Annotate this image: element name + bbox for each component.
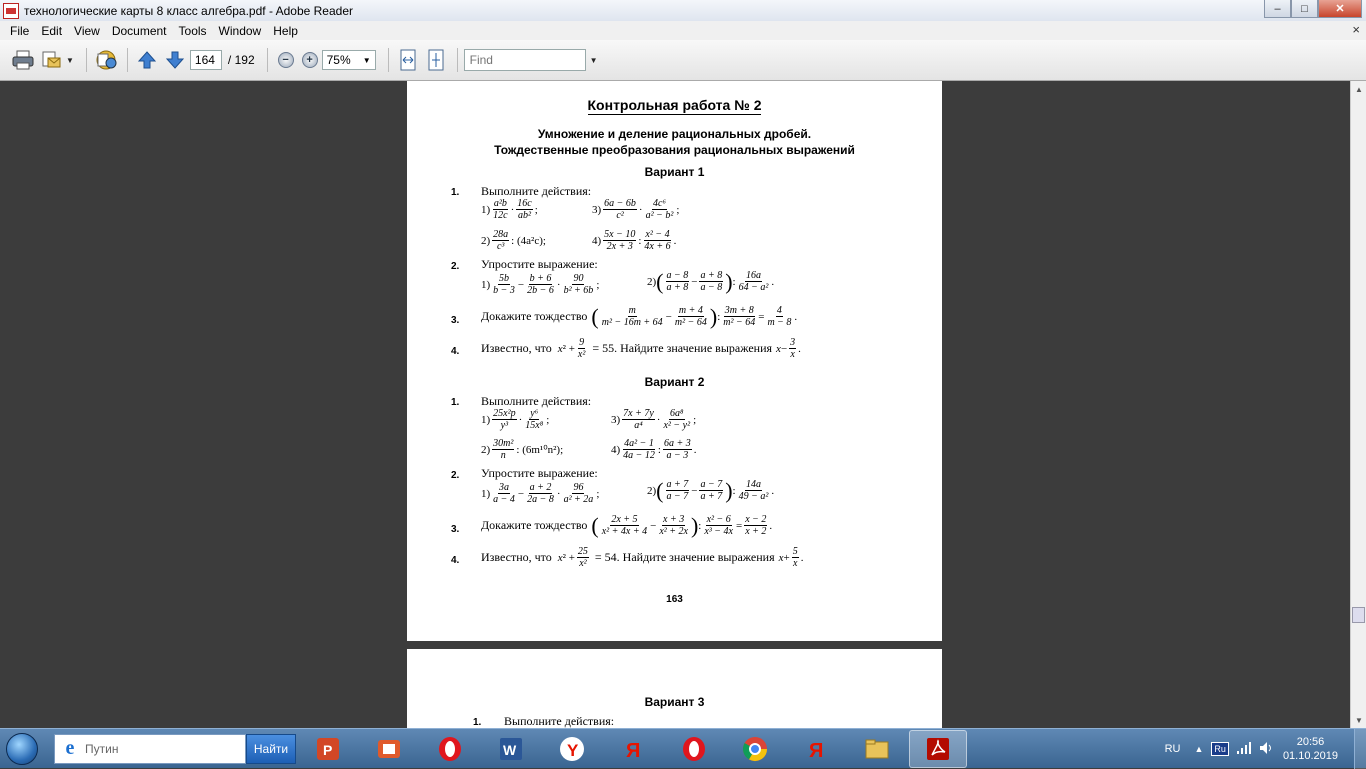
opera-icon[interactable] (421, 730, 479, 768)
math-expression: 2) ( $\frac{a + 7}{a - 7}$ − $\frac{a - 7}{a + 7}$ ) : $\frac{14a}{\text{49 − a²}}$ . (647, 477, 775, 503)
topic-line-2: Тождественные преобразования рациональных выражений (494, 143, 855, 157)
math-expression: 1) $\frac{\text{25x²p}}{\text{y³}}$ · $\frac{\text{y⁶}}{\text{15x⁸}}$ ; (481, 408, 550, 431)
pdf-page-163 (407, 81, 942, 641)
clock-time: 20:56 (1296, 736, 1325, 748)
email-dropdown-icon[interactable]: ▼ (66, 55, 74, 65)
fit-width-icon[interactable] (395, 47, 421, 73)
system-tray (1165, 729, 1366, 769)
menu-document[interactable]: Document (111, 23, 167, 38)
show-desktop-button[interactable] (1354, 729, 1366, 769)
minimize-button[interactable]: – (1264, 0, 1291, 18)
task-text: = 54. Найдите значение выражения (594, 550, 775, 564)
zoom-value: 75% (326, 53, 351, 67)
fraction: $\frac{7x + 7y}{\text{a⁴}}$ (623, 408, 654, 431)
task-text: = 55. Найдите значение выражения (592, 341, 773, 355)
fraction: $\frac{m + 4}{\text{m² − 64}}$ (674, 305, 707, 328)
task-text: Докажите тождество (481, 518, 588, 532)
math-expression: 3) $\frac{7x + 7y}{\text{a⁴}}$ · $\frac{\text{6a⁸}}{\text{x² − y²}}$ ; (611, 408, 697, 431)
task-number: 4. (451, 555, 460, 566)
fraction: $\frac{\text{x² − 4}}{4x + 6}$ (644, 229, 671, 252)
toolbar (0, 40, 1366, 81)
task-text: Упростите выражение: (481, 257, 598, 271)
svg-text:Я: Я (626, 739, 641, 762)
math-expression: 4) $\frac{\text{4a² − 1}}{4a - 12}$ : $\frac{6a + 3}{a - 3}$ . (611, 438, 697, 461)
adobe-reader-icon (3, 3, 19, 19)
clock[interactable] (1283, 735, 1338, 763)
item-label: 1) (481, 203, 491, 216)
toolbar-separator (86, 48, 87, 72)
math-expression: Известно, что x ² + $\frac{25}{\text{x²}}$ = 54. Найдите значение выражения x + $\frac{5}{x}$ . (481, 546, 804, 569)
powerpoint-icon[interactable] (299, 730, 357, 768)
fraction: $\frac{x + 3}{\text{x² + 2x}}$ (659, 514, 688, 537)
fraction: $\frac{14a}{\text{49 − a²}}$ (738, 479, 769, 502)
adobe-reader-taskbar-icon[interactable] (909, 730, 967, 768)
math-expression: 1) $\frac{\text{a²b}}{12c}$ · $\frac{16c}{\text{ab²}}$ ; (481, 198, 538, 221)
fraction: $\frac{\text{4a² − 1}}{4a - 12}$ (623, 438, 655, 461)
yandex-icon[interactable] (543, 730, 601, 768)
task-number: 1. (473, 717, 482, 728)
task-text: Выполните действия: (504, 714, 615, 728)
svg-text:Я: Я (809, 739, 824, 762)
find-dropdown-icon[interactable]: ▼ (589, 55, 598, 65)
task-text: Упростите выражение: (481, 466, 598, 480)
task-number: 2. (451, 470, 460, 481)
svg-text:Y: Y (567, 740, 579, 760)
yandex-browser-icon[interactable] (604, 730, 662, 768)
taskbar-search[interactable] (54, 734, 246, 764)
document-close-button[interactable]: × (1352, 22, 1360, 37)
task-number: 3. (451, 524, 460, 535)
close-button[interactable]: ✕ (1318, 0, 1362, 18)
fit-page-icon[interactable] (423, 47, 449, 73)
scroll-thumb[interactable] (1352, 607, 1365, 623)
menu-help[interactable]: Help (273, 23, 298, 38)
scroll-down-icon[interactable]: ▼ (1355, 715, 1363, 725)
presentation-app-icon[interactable] (360, 730, 418, 768)
fraction: $\frac{a + 8}{a - 8}$ (700, 270, 723, 293)
math-expression: 1) $\frac{3a}{a - 4}$ − $\frac{a + 2}{2a - 8}$ · $\frac{96}{\text{a² + 2a}}$ ; (481, 482, 600, 505)
fraction: $\frac{3a}{a - 4}$ (493, 482, 515, 505)
task-number: 1. (451, 397, 460, 408)
search-button[interactable]: Найти (246, 734, 296, 764)
next-page-icon[interactable] (162, 47, 188, 73)
fraction: $\frac{25}{\text{x²}}$ (577, 546, 588, 569)
show-hidden-icons-icon[interactable]: ▲ (1194, 744, 1204, 754)
fraction: $\frac{5b}{b - 3}$ (493, 273, 515, 296)
math-expression: 4) $\frac{5x - 10}{2x + 3}$ : $\frac{\text{x² − 4}}{4x + 6}$ . (592, 229, 677, 252)
svg-text:W: W (503, 741, 517, 758)
math-expression: 2) $\frac{28a}{\text{c³}}$ : (4a²c); (481, 229, 546, 252)
task-number: 4. (451, 346, 460, 357)
math-expression: 1) $\frac{5b}{b - 3}$ − $\frac{b + 6}{2b - 6}$ · $\frac{90}{\text{b² + 6b}}$ ; (481, 273, 600, 296)
chrome-icon[interactable] (726, 730, 784, 768)
scroll-up-icon[interactable]: ▲ (1355, 84, 1363, 94)
item-label: 2) (647, 275, 657, 288)
file-explorer-icon[interactable] (848, 730, 906, 768)
fraction: $\frac{a - 8}{a + 8}$ (666, 270, 689, 293)
print-icon[interactable] (10, 47, 36, 73)
toolbar-separator (388, 48, 389, 72)
language-indicator[interactable]: RU (1164, 743, 1181, 755)
fraction: $\frac{a - 7}{a + 7}$ (700, 479, 723, 502)
window-controls (1264, 0, 1362, 18)
math-expression: Докажите тождество ( $\frac{m}{\text{m² − 16m + 64}}$ − $\frac{m + 4}{\text{m² − 64}}$ ) : $\frac{3m + 8}{\text{m² − 64}}$ = $\frac{4}{m - 8}$ . (481, 303, 798, 329)
fraction: $\frac{5x - 10}{2x + 3}$ (604, 229, 636, 252)
word-icon[interactable] (482, 730, 540, 768)
network-icon[interactable] (1237, 742, 1251, 757)
item-label: 2) (481, 443, 491, 456)
collaborate-icon[interactable] (93, 47, 119, 73)
internet-explorer-icon: e (65, 737, 75, 759)
document-viewer[interactable] (0, 81, 1350, 728)
task-text: Известно, что (481, 550, 552, 564)
variant-3-heading: Вариант 3 (644, 695, 705, 709)
menu-tools[interactable]: Tools (178, 23, 207, 38)
task-number: 3. (451, 315, 460, 326)
fraction: $\frac{a + 7}{a - 7}$ (666, 479, 689, 502)
volume-icon[interactable] (1259, 741, 1275, 758)
fraction: $\frac{\text{y⁶}}{\text{15x⁸}}$ (525, 408, 544, 431)
vertical-scrollbar[interactable] (1350, 81, 1366, 728)
math-expression: 3) $\frac{6a - 6b}{\text{c²}}$ · $\frac{\text{4c⁶}}{\text{a² − b²}}$ ; (592, 198, 680, 221)
windows-logo-icon (6, 733, 38, 765)
page-heading: Контрольная работа № 2 (587, 97, 762, 113)
task-number: 2. (451, 261, 460, 272)
fraction: $\frac{96}{\text{a² + 2a}}$ (563, 482, 594, 505)
fraction: $\frac{9}{\text{x²}}$ (577, 337, 586, 360)
menu-file[interactable]: File (10, 23, 30, 38)
page-total: / 192 (227, 53, 255, 67)
fraction: $\frac{b + 6}{2b - 6}$ (527, 273, 554, 296)
clock-date: 01.10.2019 (1282, 750, 1338, 762)
opera-icon[interactable] (665, 730, 723, 768)
fraction: $\frac{6a - 6b}{\text{c²}}$ (604, 198, 636, 221)
fraction: $\frac{28a}{\text{c³}}$ (493, 229, 509, 252)
item-label: 1) (481, 413, 491, 426)
fraction: $\frac{3m + 8}{\text{m² − 64}}$ (723, 305, 756, 328)
fraction: $\frac{2x + 5}{\text{x² + 4x + 4}}$ (601, 514, 648, 537)
maximize-button[interactable]: □ (1291, 0, 1318, 18)
task-text: Выполните действия: (481, 184, 592, 198)
page-number-footer: 163 (666, 594, 683, 605)
task-text: Выполните действия: (481, 394, 592, 408)
variant-2-heading: Вариант 2 (644, 375, 705, 389)
zoom-out-icon[interactable]: − (278, 52, 294, 68)
zoom-select[interactable] (322, 50, 376, 70)
item-label: 4) (592, 234, 602, 247)
menu-view[interactable]: View (74, 23, 100, 38)
variant-1-heading: Вариант 1 (644, 165, 705, 179)
toolbar-separator (267, 48, 268, 72)
task-number: 1. (451, 187, 460, 198)
math-expression: 2) $\frac{\text{30m²}}{n}$ : (6m¹⁰n²); (481, 438, 564, 461)
find-input[interactable] (464, 49, 586, 71)
fraction: $\frac{\text{25x²p}}{\text{y³}}$ (493, 408, 516, 431)
item-label: 1) (481, 487, 491, 500)
title-bar (0, 0, 1366, 21)
menu-edit[interactable]: Edit (41, 23, 63, 38)
math-expression: 2) ( $\frac{a - 8}{a + 8}$ − $\frac{a + 8}{a - 8}$ ) : $\frac{16a}{\text{64 − a²}}$ . (647, 268, 775, 294)
fraction: $\frac{\text{4c⁶}}{\text{a² − b²}}$ (645, 198, 674, 221)
fraction: $\frac{m}{\text{m² − 16m + 64}}$ (601, 305, 663, 328)
fraction: $\frac{4}{m - 8}$ (767, 305, 792, 328)
fraction: $\frac{16c}{\text{ab²}}$ (517, 198, 532, 221)
item-label: 3) (611, 413, 621, 426)
toolbar-separator (127, 48, 128, 72)
fraction: $\frac{\text{a²b}}{12c}$ (493, 198, 508, 221)
start-button[interactable] (0, 729, 44, 769)
item-label: 2) (481, 234, 491, 247)
fraction: $\frac{\text{30m²}}{n}$ (493, 438, 514, 461)
zoom-in-icon[interactable]: + (302, 52, 318, 68)
menu-bar (0, 21, 1366, 40)
item-label: 2) (647, 484, 657, 497)
item-label: 1) (481, 278, 491, 291)
email-icon[interactable] (38, 47, 64, 73)
menu-window[interactable]: Window (218, 23, 262, 38)
pdf-page-164 (407, 649, 942, 728)
previous-page-icon[interactable] (134, 47, 160, 73)
fraction: $\frac{a + 2}{2a - 8}$ (527, 482, 554, 505)
math-expression: Докажите тождество ( $\frac{2x + 5}{\text{x² + 4x + 4}}$ − $\frac{x + 3}{\text{x² + 2x}}$ ) : $\frac{\text{x² − 6}}{\text{x³ − 4x}}$ = $\frac{x - 2}{x + 2}$ . (481, 512, 773, 538)
item-label: 3) (592, 203, 602, 216)
taskbar (0, 728, 1366, 768)
search-query: Путин (85, 741, 119, 756)
toolbar-separator (457, 48, 458, 72)
fraction: $\frac{\text{x² − 6}}{\text{x³ − 4x}}$ (704, 514, 733, 537)
math-expression: Известно, что x ² + $\frac{9}{\text{x²}}$ = 55. Найдите значение выражения x − $\frac{3}{x}$ . (481, 337, 801, 360)
item-label: 4) (611, 443, 621, 456)
yandex-browser-icon[interactable] (787, 730, 845, 768)
svg-text:P: P (323, 741, 333, 758)
fraction: $\frac{5}{x}$ (792, 546, 798, 569)
fraction: $\frac{x - 2}{x + 2}$ (745, 514, 767, 537)
task-text: Докажите тождество (481, 309, 588, 323)
fraction: $\frac{90}{\text{b² + 6b}}$ (563, 273, 594, 296)
topic-line-1: Умножение и деление рациональных дробей. (537, 127, 812, 141)
task-text: Известно, что (481, 341, 552, 355)
fraction: $\frac{16a}{\text{64 − a²}}$ (738, 270, 769, 293)
window-title: технологические карты 8 класс алгебра.pdf - Adobe Reader (24, 3, 353, 18)
fraction: $\frac{3}{x}$ (790, 337, 796, 360)
fraction: $\frac{\text{6a⁸}}{\text{x² − y²}}$ (663, 408, 691, 431)
fraction: $\frac{6a + 3}{a - 3}$ (663, 438, 691, 461)
keyboard-layout-icon[interactable]: Ru (1211, 742, 1229, 756)
page-number-input[interactable] (190, 50, 222, 70)
chevron-down-icon: ▼ (362, 55, 371, 65)
